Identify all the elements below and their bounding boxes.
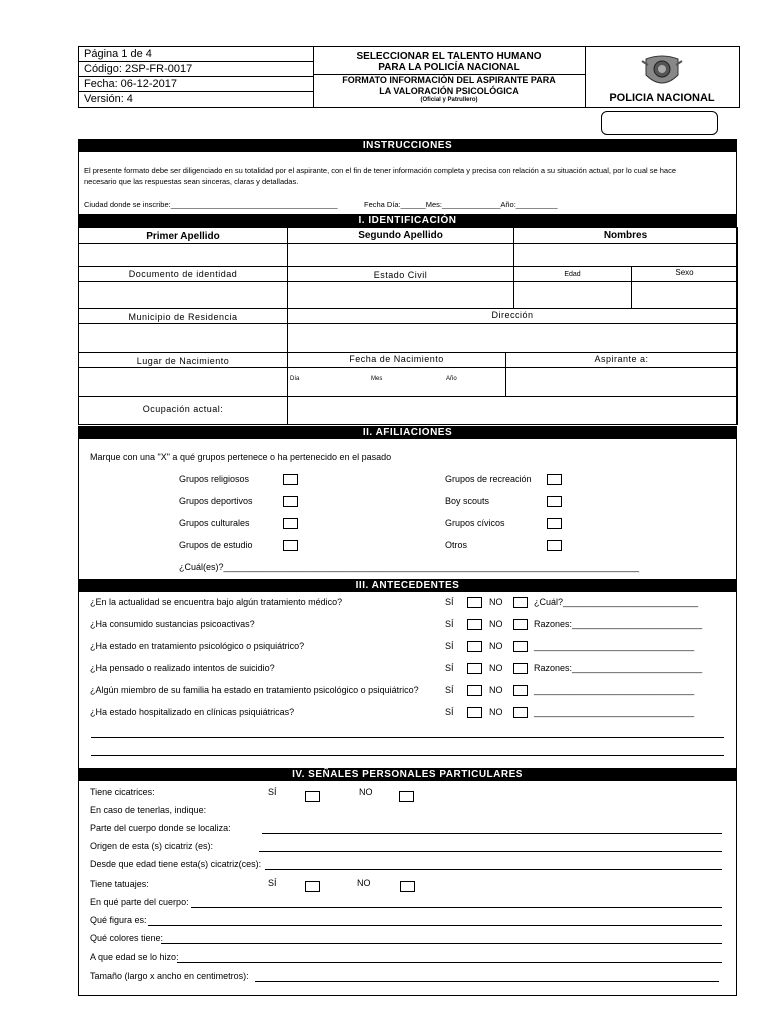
segundo-apellido-label: Segundo Apellido bbox=[287, 227, 514, 244]
section-antecedentes-title: III. ANTECEDENTES bbox=[78, 579, 737, 592]
afiliacion-left-label: Grupos deportivos bbox=[179, 496, 253, 506]
aspirante-label: Aspirante a: bbox=[505, 352, 738, 368]
instructions-text-2: necesario que las respuestas sean sinceras, claras y detalladas. bbox=[84, 177, 299, 186]
document-title bbox=[313, 47, 586, 107]
antecedentes-box bbox=[78, 592, 737, 768]
municipio-input[interactable] bbox=[78, 323, 288, 353]
afiliacion-left-checkbox[interactable] bbox=[283, 540, 298, 551]
cicatrices-si-label: SÍ bbox=[268, 787, 277, 797]
no-checkbox[interactable] bbox=[513, 707, 528, 718]
tamano-line[interactable] bbox=[255, 981, 719, 982]
title-line-3: FORMATO INFORMACIÓN DEL ASPIRANTE PARA bbox=[342, 75, 556, 85]
colores-label: Qué colores tiene: bbox=[90, 933, 164, 943]
tatuajes-si-checkbox[interactable] bbox=[305, 881, 320, 892]
documento-label: Documento de identidad bbox=[78, 266, 288, 282]
edad-input[interactable] bbox=[513, 281, 632, 309]
estado-civil-label: Estado Civil bbox=[287, 266, 514, 282]
cicatrices-no-checkbox[interactable] bbox=[399, 791, 414, 802]
parte-cuerpo-line[interactable] bbox=[262, 833, 722, 834]
edad-label: Edad bbox=[513, 266, 632, 282]
si-checkbox[interactable] bbox=[467, 663, 482, 674]
figura-label: Qué figura es: bbox=[90, 915, 147, 925]
antecedente-extra-field[interactable]: ________________________________ bbox=[534, 707, 695, 717]
ocupacion-input[interactable] bbox=[287, 396, 738, 425]
tatuajes-no-checkbox[interactable] bbox=[400, 881, 415, 892]
ciudad-field[interactable]: Ciudad donde se inscribe:________________________________________ bbox=[84, 200, 338, 209]
municipio-label: Municipio de Residencia bbox=[78, 308, 288, 324]
section-senales-title: IV. SEÑALES PERSONALES PARTICULARES bbox=[78, 768, 737, 781]
nombres-input[interactable] bbox=[513, 243, 738, 267]
senales-box bbox=[78, 781, 737, 996]
colores-line[interactable] bbox=[161, 943, 722, 944]
page-number: Página 1 de 4 bbox=[79, 47, 313, 62]
antecedente-extra-field[interactable]: ________________________________ bbox=[534, 641, 695, 651]
organization-name: POLICIA NACIONAL bbox=[609, 92, 715, 104]
si-label: SÍ bbox=[445, 707, 454, 717]
afiliacion-left-checkbox[interactable] bbox=[283, 496, 298, 507]
parte-cuerpo-label: Parte del cuerpo donde se localiza: bbox=[90, 823, 231, 833]
direccion-label: Dirección bbox=[287, 308, 738, 324]
no-checkbox[interactable] bbox=[513, 619, 528, 630]
si-checkbox[interactable] bbox=[467, 619, 482, 630]
anio-label: Año bbox=[446, 376, 457, 382]
si-label: SÍ bbox=[445, 597, 454, 607]
lugar-nacimiento-label: Lugar de Nacimiento bbox=[78, 352, 288, 368]
edad-hizo-line[interactable] bbox=[177, 962, 722, 963]
primer-apellido-input[interactable] bbox=[78, 243, 288, 267]
title-line-1: SELECCIONAR EL TALENTO HUMANO bbox=[356, 51, 542, 62]
fecha-nacimiento-input[interactable] bbox=[287, 367, 506, 397]
afiliacion-left-label: Grupos religiosos bbox=[179, 474, 250, 484]
si-label: SÍ bbox=[445, 619, 454, 629]
nombres-label: Nombres bbox=[513, 227, 738, 244]
afiliacion-right-checkbox[interactable] bbox=[547, 540, 562, 551]
antecedente-extra-field[interactable]: Razones:__________________________ bbox=[534, 663, 703, 673]
cicatrices-si-checkbox[interactable] bbox=[305, 791, 320, 802]
title-line-5: (Oficial y Patrullero) bbox=[420, 97, 478, 103]
afiliacion-right-checkbox[interactable] bbox=[547, 474, 562, 485]
cicatrices-label: Tiene cicatrices: bbox=[90, 787, 155, 797]
afiliaciones-box bbox=[78, 439, 737, 579]
documento-input[interactable] bbox=[78, 281, 288, 309]
no-label: NO bbox=[489, 663, 503, 673]
ocupacion-label: Ocupación actual: bbox=[78, 396, 288, 425]
observations-line[interactable] bbox=[91, 755, 724, 756]
afiliacion-left-checkbox[interactable] bbox=[283, 474, 298, 485]
si-checkbox[interactable] bbox=[467, 597, 482, 608]
antecedente-extra-field[interactable]: Razones:__________________________ bbox=[534, 619, 703, 629]
title-line-4: LA VALORACIÓN PSICOLÓGICA bbox=[379, 86, 519, 96]
figura-line[interactable] bbox=[148, 925, 722, 926]
en-que-parte-line[interactable] bbox=[191, 907, 722, 908]
antecedente-question: ¿En la actualidad se encuentra bajo algún tratamiento médico? bbox=[90, 597, 343, 607]
antecedente-extra-field[interactable]: ¿Cuál?___________________________ bbox=[534, 597, 699, 607]
aspirante-input[interactable] bbox=[505, 367, 738, 397]
document-code: Código: 2SP-FR-0017 bbox=[79, 62, 313, 77]
si-checkbox[interactable] bbox=[467, 685, 482, 696]
tamano-label: Tamaño (largo x ancho en centimetros): bbox=[90, 971, 249, 981]
no-label: NO bbox=[489, 597, 503, 607]
police-crest-icon bbox=[640, 51, 684, 91]
instructions-box bbox=[78, 152, 737, 214]
segundo-apellido-input[interactable] bbox=[287, 243, 514, 267]
tatuajes-label: Tiene tatuajes: bbox=[90, 879, 149, 889]
afiliacion-left-label: Grupos de estudio bbox=[179, 540, 253, 550]
afiliaciones-intro: Marque con una "X" a qué grupos pertenece o ha pertenecido en el pasado bbox=[90, 452, 392, 462]
fecha-field[interactable]: Fecha Día:______Mes:______________Año:__________ bbox=[364, 200, 558, 209]
afiliacion-right-checkbox[interactable] bbox=[547, 518, 562, 529]
document-header bbox=[78, 46, 740, 108]
antecedente-question: ¿Ha estado en tratamiento psicológico o psiquiátrico? bbox=[90, 641, 305, 651]
antecedente-question: ¿Ha consumido sustancias psicoactivas? bbox=[90, 619, 255, 629]
estado-civil-input[interactable] bbox=[287, 281, 514, 309]
edad-hizo-label: A que edad se lo hizo: bbox=[90, 952, 179, 962]
sexo-label: Sexo bbox=[631, 266, 738, 282]
identification-table bbox=[78, 227, 737, 425]
dia-label: Día bbox=[290, 376, 300, 382]
mes-label: Mes bbox=[371, 376, 383, 382]
title-line-2: PARA LA POLICÍA NACIONAL bbox=[378, 62, 520, 73]
no-checkbox[interactable] bbox=[513, 685, 528, 696]
organization-block bbox=[585, 47, 739, 107]
cuales-field[interactable]: ¿Cuál(es)?___________________________________________________________________________________ bbox=[179, 562, 639, 572]
sexo-input[interactable] bbox=[631, 281, 738, 309]
si-label: SÍ bbox=[445, 641, 454, 651]
no-label: NO bbox=[489, 619, 503, 629]
document-metadata bbox=[79, 47, 314, 107]
cicatrices-no-label: NO bbox=[359, 787, 373, 797]
antecedente-question: ¿Ha estado hospitalizado en clínicas psiquiátricas? bbox=[90, 707, 295, 717]
tatuajes-no-label: NO bbox=[357, 878, 371, 888]
no-checkbox[interactable] bbox=[513, 663, 528, 674]
afiliacion-left-label: Grupos culturales bbox=[179, 518, 250, 528]
afiliacion-right-label: Grupos de recreación bbox=[445, 474, 532, 484]
document-date: Fecha: 06-12-2017 bbox=[79, 77, 313, 92]
fecha-nacimiento-label: Fecha de Nacimiento bbox=[287, 352, 506, 368]
no-label: NO bbox=[489, 685, 503, 695]
si-label: SÍ bbox=[445, 685, 454, 695]
antecedente-question: ¿Algún miembro de su familia ha estado en tratamiento psicológico o psiquiátrico? bbox=[90, 685, 419, 695]
origen-line[interactable] bbox=[259, 851, 722, 852]
afiliacion-left-checkbox[interactable] bbox=[283, 518, 298, 529]
document-version: Versión: 4 bbox=[84, 93, 133, 105]
no-checkbox[interactable] bbox=[513, 597, 528, 608]
no-checkbox[interactable] bbox=[513, 641, 528, 652]
primer-apellido-label: Primer Apellido bbox=[78, 227, 288, 244]
afiliacion-right-checkbox[interactable] bbox=[547, 496, 562, 507]
section-afiliaciones-title: II. AFILIACIONES bbox=[78, 426, 737, 439]
section-instrucciones-title: INSTRUCCIONES bbox=[78, 139, 737, 152]
si-checkbox[interactable] bbox=[467, 641, 482, 652]
antecedente-extra-field[interactable]: ________________________________ bbox=[534, 685, 695, 695]
desde-edad-label: Desde que edad tiene esta(s) cicatriz(ces): bbox=[90, 859, 262, 869]
no-label: NO bbox=[489, 641, 503, 651]
afiliacion-right-label: Grupos cívicos bbox=[445, 518, 505, 528]
tatuajes-si-label: SÍ bbox=[268, 878, 277, 888]
si-checkbox[interactable] bbox=[467, 707, 482, 718]
observations-line[interactable] bbox=[91, 737, 724, 738]
lugar-nacimiento-input[interactable] bbox=[78, 367, 288, 397]
antecedente-question: ¿Ha pensado o realizado intentos de suicidio? bbox=[90, 663, 275, 673]
afiliacion-right-label: Boy scouts bbox=[445, 496, 490, 506]
direccion-input[interactable] bbox=[287, 323, 738, 353]
section-identificacion-title: I. IDENTIFICACIÓN bbox=[78, 214, 737, 227]
afiliacion-right-label: Otros bbox=[445, 540, 468, 550]
no-label: NO bbox=[489, 707, 503, 717]
origen-label: Origen de esta (s) cicatriz (es): bbox=[90, 841, 214, 851]
en-caso-label: En caso de tenerlas, indique: bbox=[90, 805, 207, 815]
en-que-parte-label: En qué parte del cuerpo: bbox=[90, 897, 189, 907]
code-box[interactable] bbox=[601, 111, 718, 135]
desde-edad-line[interactable] bbox=[265, 869, 722, 870]
si-label: SÍ bbox=[445, 663, 454, 673]
instructions-text-1: El presente formato debe ser diligenciado en su totalidad por el aspirante, con el fin de tener información completa y precisa con relación a su situación actual, por lo cual se hace bbox=[84, 166, 677, 175]
